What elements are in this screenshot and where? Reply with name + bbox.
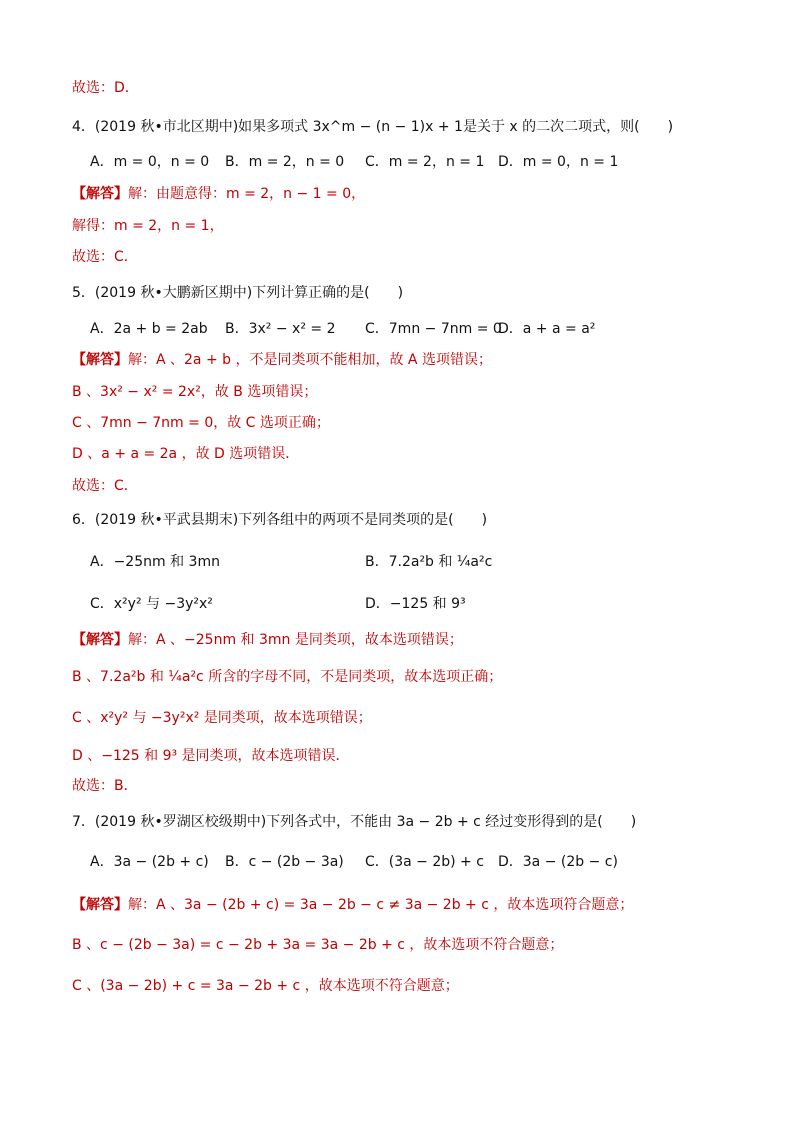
q4-option-c: C．m = 2，n = 1 (365, 154, 485, 170)
q7-option-d: D．3a − (2b − c) (498, 854, 618, 870)
q5-solution-1: 【解答】解：A 、2a + b ，不是同类项不能相加，故 A 选项错误； (72, 352, 492, 368)
q5-solution-4: D 、a + a = 2a ，故 D 选项错误． (72, 446, 300, 462)
q7-option-b: B．c − (2b − 3a) (225, 854, 344, 870)
q7-solution-2: B 、c − (2b − 3a) = c − 2b + 3a = 3a − 2b + c ，故本选项不符合题意； (72, 937, 564, 953)
q6-option-a: A．−25nm 和 3mn (90, 554, 220, 570)
solution-tag: 【解答】 (72, 632, 128, 648)
q6-answer: 故选：B． (72, 778, 138, 794)
q4-option-a: A．m = 0，n = 0 (90, 154, 210, 170)
q7-solution-1: 【解答】解：A 、3a − (2b + c) = 3a − 2b − c ≠ 3a − 2b + c ，故本选项符合题意； (72, 897, 634, 913)
q7-solution-3: C 、(3a − 2b) + c = 3a − 2b + c ，故本选项不符合题意； (72, 978, 459, 994)
q5-solution-3: C 、7mn − 7nm = 0，故 C 选项正确； (72, 415, 330, 431)
q6-solution-3: C 、x²y² 与 −3y²x² 是同类项，故本选项错误； (72, 710, 372, 726)
q3-answer: 故选：D． (72, 80, 139, 96)
q4-option-d: D．m = 0，n = 1 (498, 154, 619, 170)
q4-answer: 故选：C． (72, 249, 138, 265)
q5-answer: 故选：C． (72, 478, 138, 494)
q6-solution-2: B 、7.2a²b 和 ¼a²c 所含的字母不同，不是同类项，故本选项正确； (72, 669, 503, 685)
q5-stem: 5．(2019 秋•大鹏新区期中)下列计算正确的是( ) (72, 285, 404, 301)
solution-tag: 【解答】 (72, 352, 128, 368)
q4-option-b: B．m = 2，n = 0 (225, 154, 345, 170)
q7-option-a: A．3a − (2b + c) (90, 854, 209, 870)
q5-solution-2: B 、3x² − x² = 2x²，故 B 选项错误； (72, 384, 318, 400)
q6-option-c: C．x²y² 与 −3y²x² (90, 596, 213, 612)
q6-stem: 6．(2019 秋•平武县期末)下列各组中的两项不是同类项的是( ) (72, 512, 488, 528)
solution-tag: 【解答】 (72, 186, 128, 202)
solution-tag: 【解答】 (72, 897, 128, 913)
q4-solution-2: 解得：m = 2，n = 1， (72, 218, 224, 234)
q5-option-c: C．7mn − 7nm = 0 (365, 321, 502, 337)
q7-stem: 7．(2019 秋•罗湖区校级期中)下列各式中，不能由 3a − 2b + c 经过变形得到的是( ) (72, 814, 637, 830)
q6-solution-4: D 、−125 和 9³ 是同类项，故本选项错误． (72, 748, 350, 764)
q6-option-b: B．7.2a²b 和 ¼a²c (365, 554, 493, 570)
q7-option-c: C．(3a − 2b) + c (365, 854, 484, 870)
q5-option-d: D．a + a = a² (498, 321, 596, 337)
q6-solution-1: 【解答】解：A 、−25nm 和 3mn 是同类项，故本选项错误； (72, 632, 463, 648)
q5-option-b: B．3x² − x² = 2 (225, 321, 336, 337)
q5-option-a: A．2a + b = 2ab (90, 321, 208, 337)
q4-solution-1: 【解答】解：由题意得：m = 2，n − 1 = 0， (72, 186, 366, 202)
q6-option-d: D．−125 和 9³ (365, 596, 466, 612)
q4-stem: 4．(2019 秋•市北区期中)如果多项式 3x^m − (n − 1)x + 1是关于 x 的二次二项式，则( ) (72, 119, 674, 135)
